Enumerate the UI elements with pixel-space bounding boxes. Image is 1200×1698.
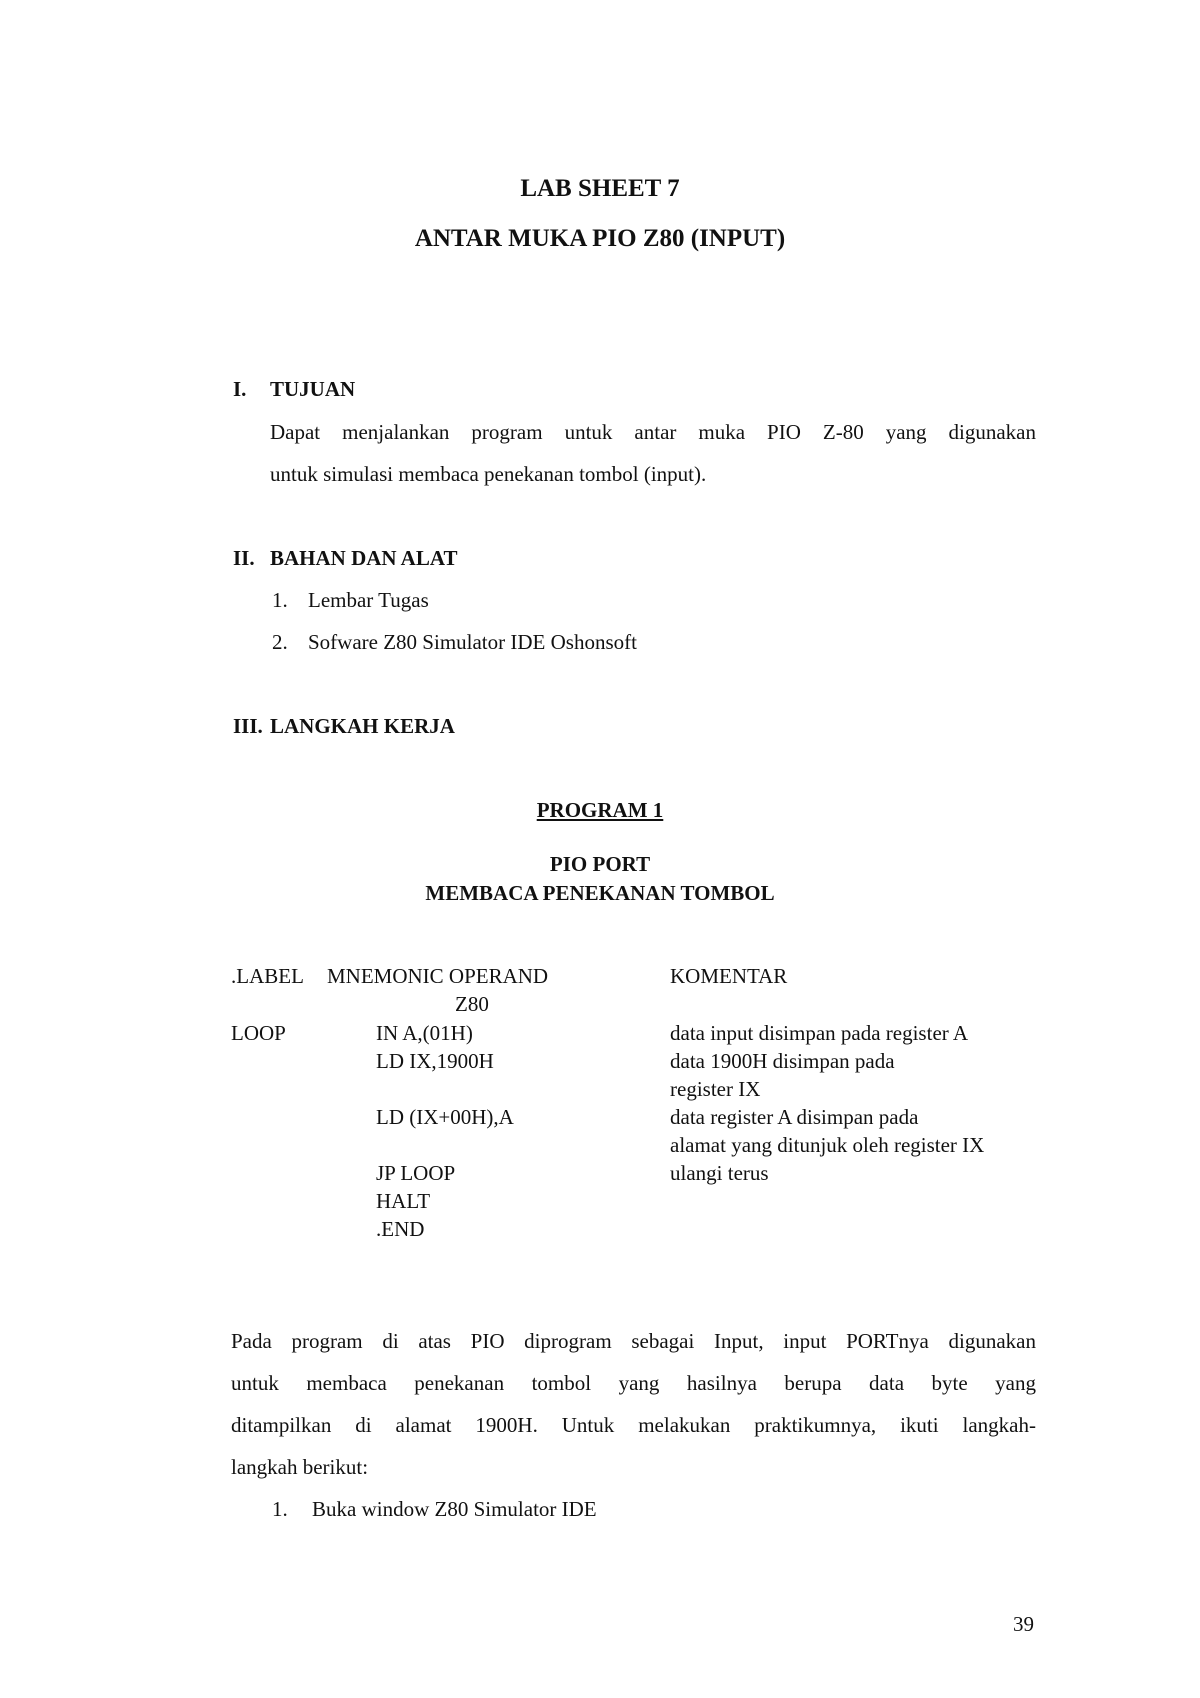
row-code: LD IX,1900H bbox=[376, 1049, 494, 1073]
description-line-1: Pada program di atas PIO diprogram sebagai Input, input PORTnya digunakan bbox=[231, 1329, 1036, 1353]
bahan-item-text: Sofware Z80 Simulator IDE Oshonsoft bbox=[308, 630, 637, 654]
step-text: Buka window Z80 Simulator IDE bbox=[312, 1497, 597, 1521]
row-comment: data register A disimpan pada bbox=[670, 1105, 919, 1129]
row-comment: register IX bbox=[670, 1077, 761, 1101]
page-number: 39 bbox=[1013, 1612, 1034, 1636]
header-mnemonic-sub: Z80 bbox=[455, 992, 489, 1016]
bahan-item-number: 1. bbox=[272, 588, 288, 612]
section-heading-langkah: LANGKAH KERJA bbox=[270, 714, 455, 738]
program-label bbox=[0, 798, 1200, 823]
tujuan-line-1: Dapat menjalankan program untuk antar muka PIO Z-80 yang digunakan bbox=[270, 420, 1036, 444]
row-comment: data input disimpan pada register A bbox=[670, 1021, 969, 1045]
section-number-tujuan: I. bbox=[233, 377, 247, 401]
section-number-langkah: III. bbox=[233, 714, 263, 738]
header-comment: KOMENTAR bbox=[670, 964, 788, 988]
header-label: .LABEL bbox=[231, 964, 304, 988]
bahan-item-text: Lembar Tugas bbox=[308, 588, 429, 612]
description-line-2: untuk membaca penekanan tombol yang hasilnya berupa data byte yang bbox=[231, 1371, 1036, 1395]
tujuan-line-2: untuk simulasi membaca penekanan tombol (input). bbox=[270, 462, 707, 486]
row-comment: data 1900H disimpan pada bbox=[670, 1049, 895, 1073]
document-subtitle: ANTAR MUKA PIO Z80 (INPUT) bbox=[414, 225, 786, 252]
row-code: .END bbox=[376, 1217, 425, 1241]
program-title-line-2: MEMBACA PENEKANAN TOMBOL bbox=[425, 881, 775, 905]
step-number: 1. bbox=[272, 1497, 288, 1521]
row-code: HALT bbox=[376, 1189, 431, 1213]
header-mnemonic: MNEMONIC OPERAND bbox=[327, 964, 549, 988]
section-heading-bahan: BAHAN DAN ALAT bbox=[270, 546, 458, 570]
program-label-text: PROGRAM 1 bbox=[536, 798, 664, 822]
section-heading-tujuan: TUJUAN bbox=[270, 377, 356, 401]
bahan-item-number: 2. bbox=[272, 630, 288, 654]
row-code: JP LOOP bbox=[376, 1161, 456, 1185]
section-number-bahan: II. bbox=[233, 546, 255, 570]
description-line-4: langkah berikut: bbox=[231, 1455, 369, 1479]
program-title-line-1: PIO PORT bbox=[549, 852, 651, 876]
description-line-3: ditampilkan di alamat 1900H. Untuk melakukan praktikumnya, ikuti langkah- bbox=[231, 1413, 1036, 1437]
row-code: LD (IX+00H),A bbox=[376, 1105, 514, 1129]
row-label: LOOP bbox=[231, 1021, 286, 1045]
row-comment: alamat yang ditunjuk oleh register IX bbox=[670, 1133, 985, 1157]
row-code: IN A,(01H) bbox=[376, 1021, 473, 1045]
document-title: LAB SHEET 7 bbox=[520, 175, 680, 202]
row-comment: ulangi terus bbox=[670, 1161, 769, 1185]
